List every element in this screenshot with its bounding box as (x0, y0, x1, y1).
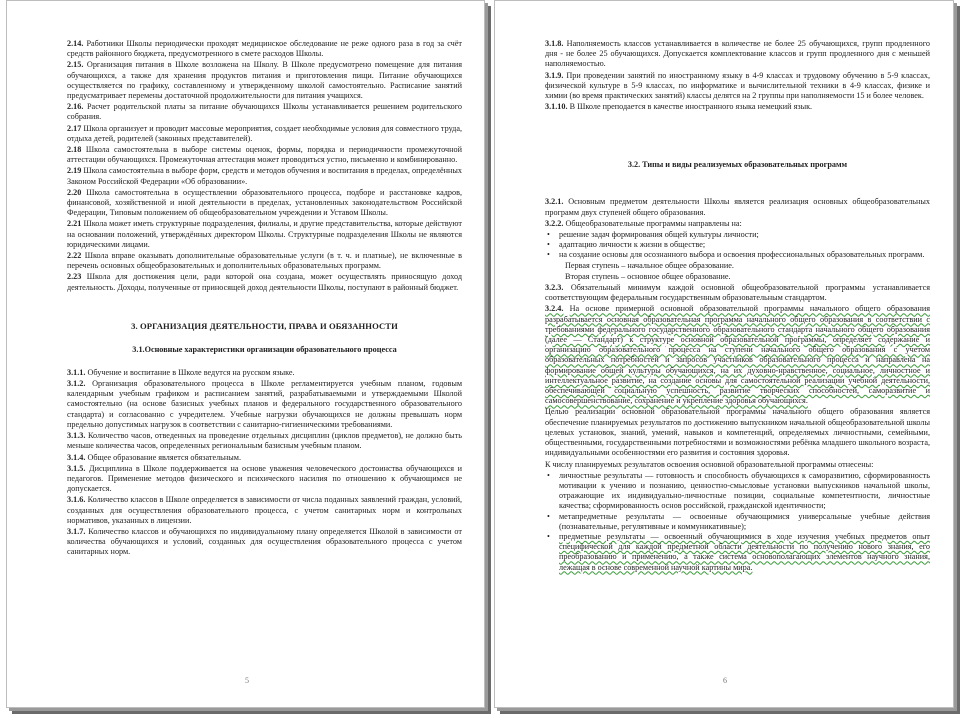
paragraph-item (67, 431, 462, 451)
page-content-right (545, 39, 930, 573)
bullet-item: • решение задач формирования общей культуры личности; (545, 230, 930, 240)
paragraph-text: Школа организует и проводит массовые мероприятия, создает необходимые условия для совместного труда, отдыха детей, родителей (законных представителей). (67, 123, 463, 143)
paragraph-3-2-3: 3.2.3. Обязательный минимум каждой основной общеобразовательной программы устанавливается соответствующим федеральным государственным образовательным стандартом. (545, 283, 930, 303)
paragraph-text: Обучение и воспитание в Школе ведутся на русском языке. (87, 367, 295, 377)
paragraph-number: 2.14. (67, 39, 84, 48)
paragraph-number: 3.1.3. (67, 431, 86, 441)
paragraph-number: 3.1.8. (545, 39, 564, 48)
paragraph-number: 3.1.7. (67, 526, 86, 536)
bullet-item: • адаптацию личности к жизни в обществе; (545, 240, 930, 250)
bullet-item: • предметные результаты — освоенный обучающимися в ходе изучения учебных предметов опыт специфической для каждой предметной области деятельности по получению нового знания, его преобразованию и применению, а также система основополагающих элементов научного знания, лежащая в основе современной научной картины мира. (545, 532, 930, 573)
subsection-heading-3-2: 3.2. Типы и виды реализуемых образовательных программ (627, 160, 848, 170)
paragraph-item (67, 527, 462, 558)
paragraph-item (67, 188, 462, 219)
paragraph-3-2-4: 3.2.4. На основе примерной основной образовательной программы начального общего образования разрабатывается основная образовательная программа начального общего образования в соответствии с требованиями федерального государственного образовательного стандарта начального общего образования (далее — Стандарт) к структуре основной образовательной программы, определяет содержание и организацию образовательного процесса на ступени начального общего образования с учетом образовательных потребностей и запросов участников образовательного процесса и направлена на формирование общей культуры обучающихся, на их духовно-нравственное, социальное, личностное и интеллектуальное развитие, на создание основы для самостоятельной реализации учебной деятельности, обеспечивающей социальную успешность, развитие творческих способностей, саморазвитие и самосовершенствование, сохранение и укрепление здоровья обучающихся. (545, 304, 931, 406)
paragraph-number: 3.1.5. (67, 463, 86, 473)
paragraph-text: Дисциплина в Школе поддерживается на основе уважения человеческого достоинства обучающихся и педагогов. Применение методов физического и психического насилия по отношению к обучающимся не допускается. (67, 463, 462, 494)
paragraph-item (67, 453, 462, 463)
paragraph-item (67, 251, 462, 271)
paragraph-text: Организация питания в Школе возложена на Школу. В Школе предусмотрено помещение для питания обучающихся, а также для хранения продуктов питания и приготовления пищи. Питание обучающихся осуществляется по графику, составленному и утвержденному школой самостоятельно. Расписание занятий предусматривает перемены достаточной продолжительности для питания учащихся. (67, 60, 462, 101)
paragraph-item (67, 379, 462, 430)
paragraph-item (67, 39, 462, 59)
paragraph-3-2-1: 3.2.1. Основным предметом деятельности Школы является реализация основных общеобразовательных программ двух ступеней общего образования. (545, 197, 931, 217)
paragraph-number: 3.1.4. (67, 452, 86, 462)
paragraph-item (67, 60, 462, 101)
paragraph-item (545, 102, 930, 112)
page-content-left (67, 39, 462, 559)
document-page-right (494, 0, 954, 708)
paragraph-number: 3.1.6. (67, 495, 86, 505)
paragraph-item (67, 272, 462, 292)
stage-first: Первая ступень – начальное общее образование. (565, 260, 734, 270)
paragraph-text: В Школе преподается в качестве иностранного языка немецкий язык. (569, 102, 813, 112)
paragraph-goal: Целью реализации основной образовательной программы начального общего образования является обеспечение планируемых результатов по достижению выпускником начальной общеобразовательной школы целевых установок, знаний, умений, навыков и компетенций, определяемых личностными, семейными, общественными, государственными потребностями и возможностями ребёнка младшего школьного возраста, индивидуальными особенностями его развития и состояния здоровья. (545, 407, 930, 458)
paragraph-number: 2.16. (67, 102, 84, 112)
page-number-right: 6 (723, 676, 727, 685)
paragraph-text: Школа для достижения цели, ради которой она создана, может осуществлять приносящую доход деятельность. Доходы, полученные от приносящей доход деятельности Школы, поступают в районный бюджет. (67, 272, 463, 292)
paragraph-item (545, 71, 930, 102)
paragraph-item (67, 102, 462, 122)
paragraph-item (67, 166, 462, 186)
paragraph-number: 3.1.10. (545, 102, 568, 112)
paragraph-text: Школа вправе оказывать дополнительные образовательные услуги (в т. ч. и платные), не включенные в перечень основных общеобразовательных и дополнительных образовательных программ. (67, 251, 463, 271)
section-heading: 3. ОРГАНИЗАЦИЯ ДЕЯТЕЛЬНОСТИ, ПРАВА И ОБЯЗАННОСТИ (131, 320, 398, 331)
paragraph-item (67, 495, 462, 526)
paragraph-item (67, 464, 462, 495)
document-page-left (6, 0, 485, 708)
stage-second: Вторая ступень – основное общее образование. (565, 271, 731, 281)
paragraph-3-2-2: 3.2.2. Общеобразовательные программы направлены на: (545, 218, 742, 228)
paragraph-text: Школа самостоятельна в осуществлении образовательного процесса, подборе и расстановке кадров, финансовой, хозяйственной и иной деятельности в пределах, установленных законодательством Российской Федерации, Типовым положением об общеобразовательном учреждении и Уставом Школы. (67, 187, 462, 218)
paragraph-number: 3.1.2. (67, 379, 86, 389)
paragraph-text: Школа самостоятельна в выборе форм, средств и методов обучения и воспитания в пределах, определённых Законом Российской Федерации «Об образовании». (67, 166, 463, 186)
paragraph-number: 3.1.9. (545, 70, 564, 80)
subsection-heading-3-1: 3.1.Основные характеристики организации образовательного процесса (132, 344, 397, 354)
paragraph-text: Общее образование является обязательным. (87, 452, 242, 462)
paragraph-number: 2.23 (67, 272, 82, 282)
paragraph-item (67, 368, 462, 378)
paragraph-number: 3.1.1. (67, 367, 86, 377)
paragraph-text: Работники Школы периодически проходят медицинское обследование не реже одного раза в год за счёт средств районного бюджета, предусмотренного в смете расходов Школы. (67, 39, 462, 59)
paragraph-text: Наполняемость классов устанавливается в количестве не более 25 обучающихся, групп продленного дня - не более 25 обучающихся. Допускается комплектование классов и групп продленного дня с меньшей наполняемостью. (545, 39, 930, 69)
paragraph-text: Организация образовательного процесса в Школе регламентируется учебным планом, годовым календарным учебным графиком и расписанием занятий, разрабатываемыми и утверждаемыми Школой самостоятельно (на основе базисных учебных планов и федерального государственного образовательного стандарта) и согласованно с учредителем. Учебные нагрузки обучающихся не должны превышать норм предельно допустимых нагрузок в соответствии с санитарно-гигиеническими требованиями. (67, 379, 462, 429)
bullet-item: • личностные результаты — готовность и способность обучающихся к саморазвитию, сформированность мотивации к учению и познанию, ценностно-смысловые установки выпускников начальной школы, отражающие их индивидуально-личностные позиции, социальные компетентности, личностные качества; сформированность основ российской, гражданской идентичности; (545, 471, 930, 512)
paragraph-text: При проведении занятий по иностранному языку в 4-9 классах и трудовому обучению в 5-9 классах, физической культуре в 5-9 классах, по информатике и вычислительной техники в 4-9 классах, физике и химии (во время практических занятий) классы делятся на 2 группы при наполняемости 15 и более человек. (545, 70, 930, 101)
paragraph-text: Количество классов в Школе определяется в зависимости от числа поданных заявлений граждан, условий, созданных для осуществления образовательного процесса, с учетом санитарных норм и контрольных нормативов, указанных в лицензии. (67, 495, 462, 525)
paragraph-item (545, 39, 930, 70)
paragraph-number: 2.18 (67, 145, 82, 155)
paragraph-number: 2.17 (67, 123, 82, 133)
paragraph-results: К числу планируемых результатов освоения основной образовательной программы отнесены: (545, 459, 874, 469)
paragraph-text: Расчет родительской платы за питание обучающихся Школы устанавливается решением родительского собрания. (67, 102, 462, 122)
paragraph-item (67, 219, 462, 250)
paragraph-number: 2.15. (67, 60, 84, 70)
paragraph-number: 2.20 (67, 187, 82, 197)
page-number-left: 5 (245, 676, 249, 685)
bullet-item: • на создание основы для осознанного выбора и освоения профессиональных образовательных программ. (545, 250, 930, 260)
paragraph-number: 2.21 (67, 219, 82, 229)
paragraph-number: 2.19 (67, 166, 82, 176)
paragraph-item (67, 145, 462, 165)
paragraph-text: Школа самостоятельна в выборе системы оценок, формы, порядка и периодичности промежуточной аттестации обучающихся. Промежуточная аттестация может проводиться устно, письменно и комбинированно. (67, 145, 462, 165)
paragraph-text: Количество классов и обучающихся по индивидуальному плану определяется Школой в зависимости от количества обучающихся и условий, созданных для осуществления образовательного процесса с учетом санитарных норм. (67, 526, 462, 557)
paragraph-number: 2.22 (67, 251, 82, 261)
bullet-item: • метапредметные результаты — освоенные обучающимися универсальные учебные действия (познавательные, регулятивные и коммуникативные); (545, 512, 930, 532)
paragraph-text: Школа может иметь структурные подразделения, филиалы, и другие представительства, которые действуют на основании положений, утверждённых директором Школы. Структурные подразделения Школы не являются юридическими лицами. (67, 219, 462, 249)
paragraph-text: Количество часов, отведенных на проведение отдельных дисциплин (циклов предметов), не должно быть меньше количества часов, определенных региональным базисным учебным планом. (67, 431, 462, 451)
paragraph-item (67, 124, 462, 144)
